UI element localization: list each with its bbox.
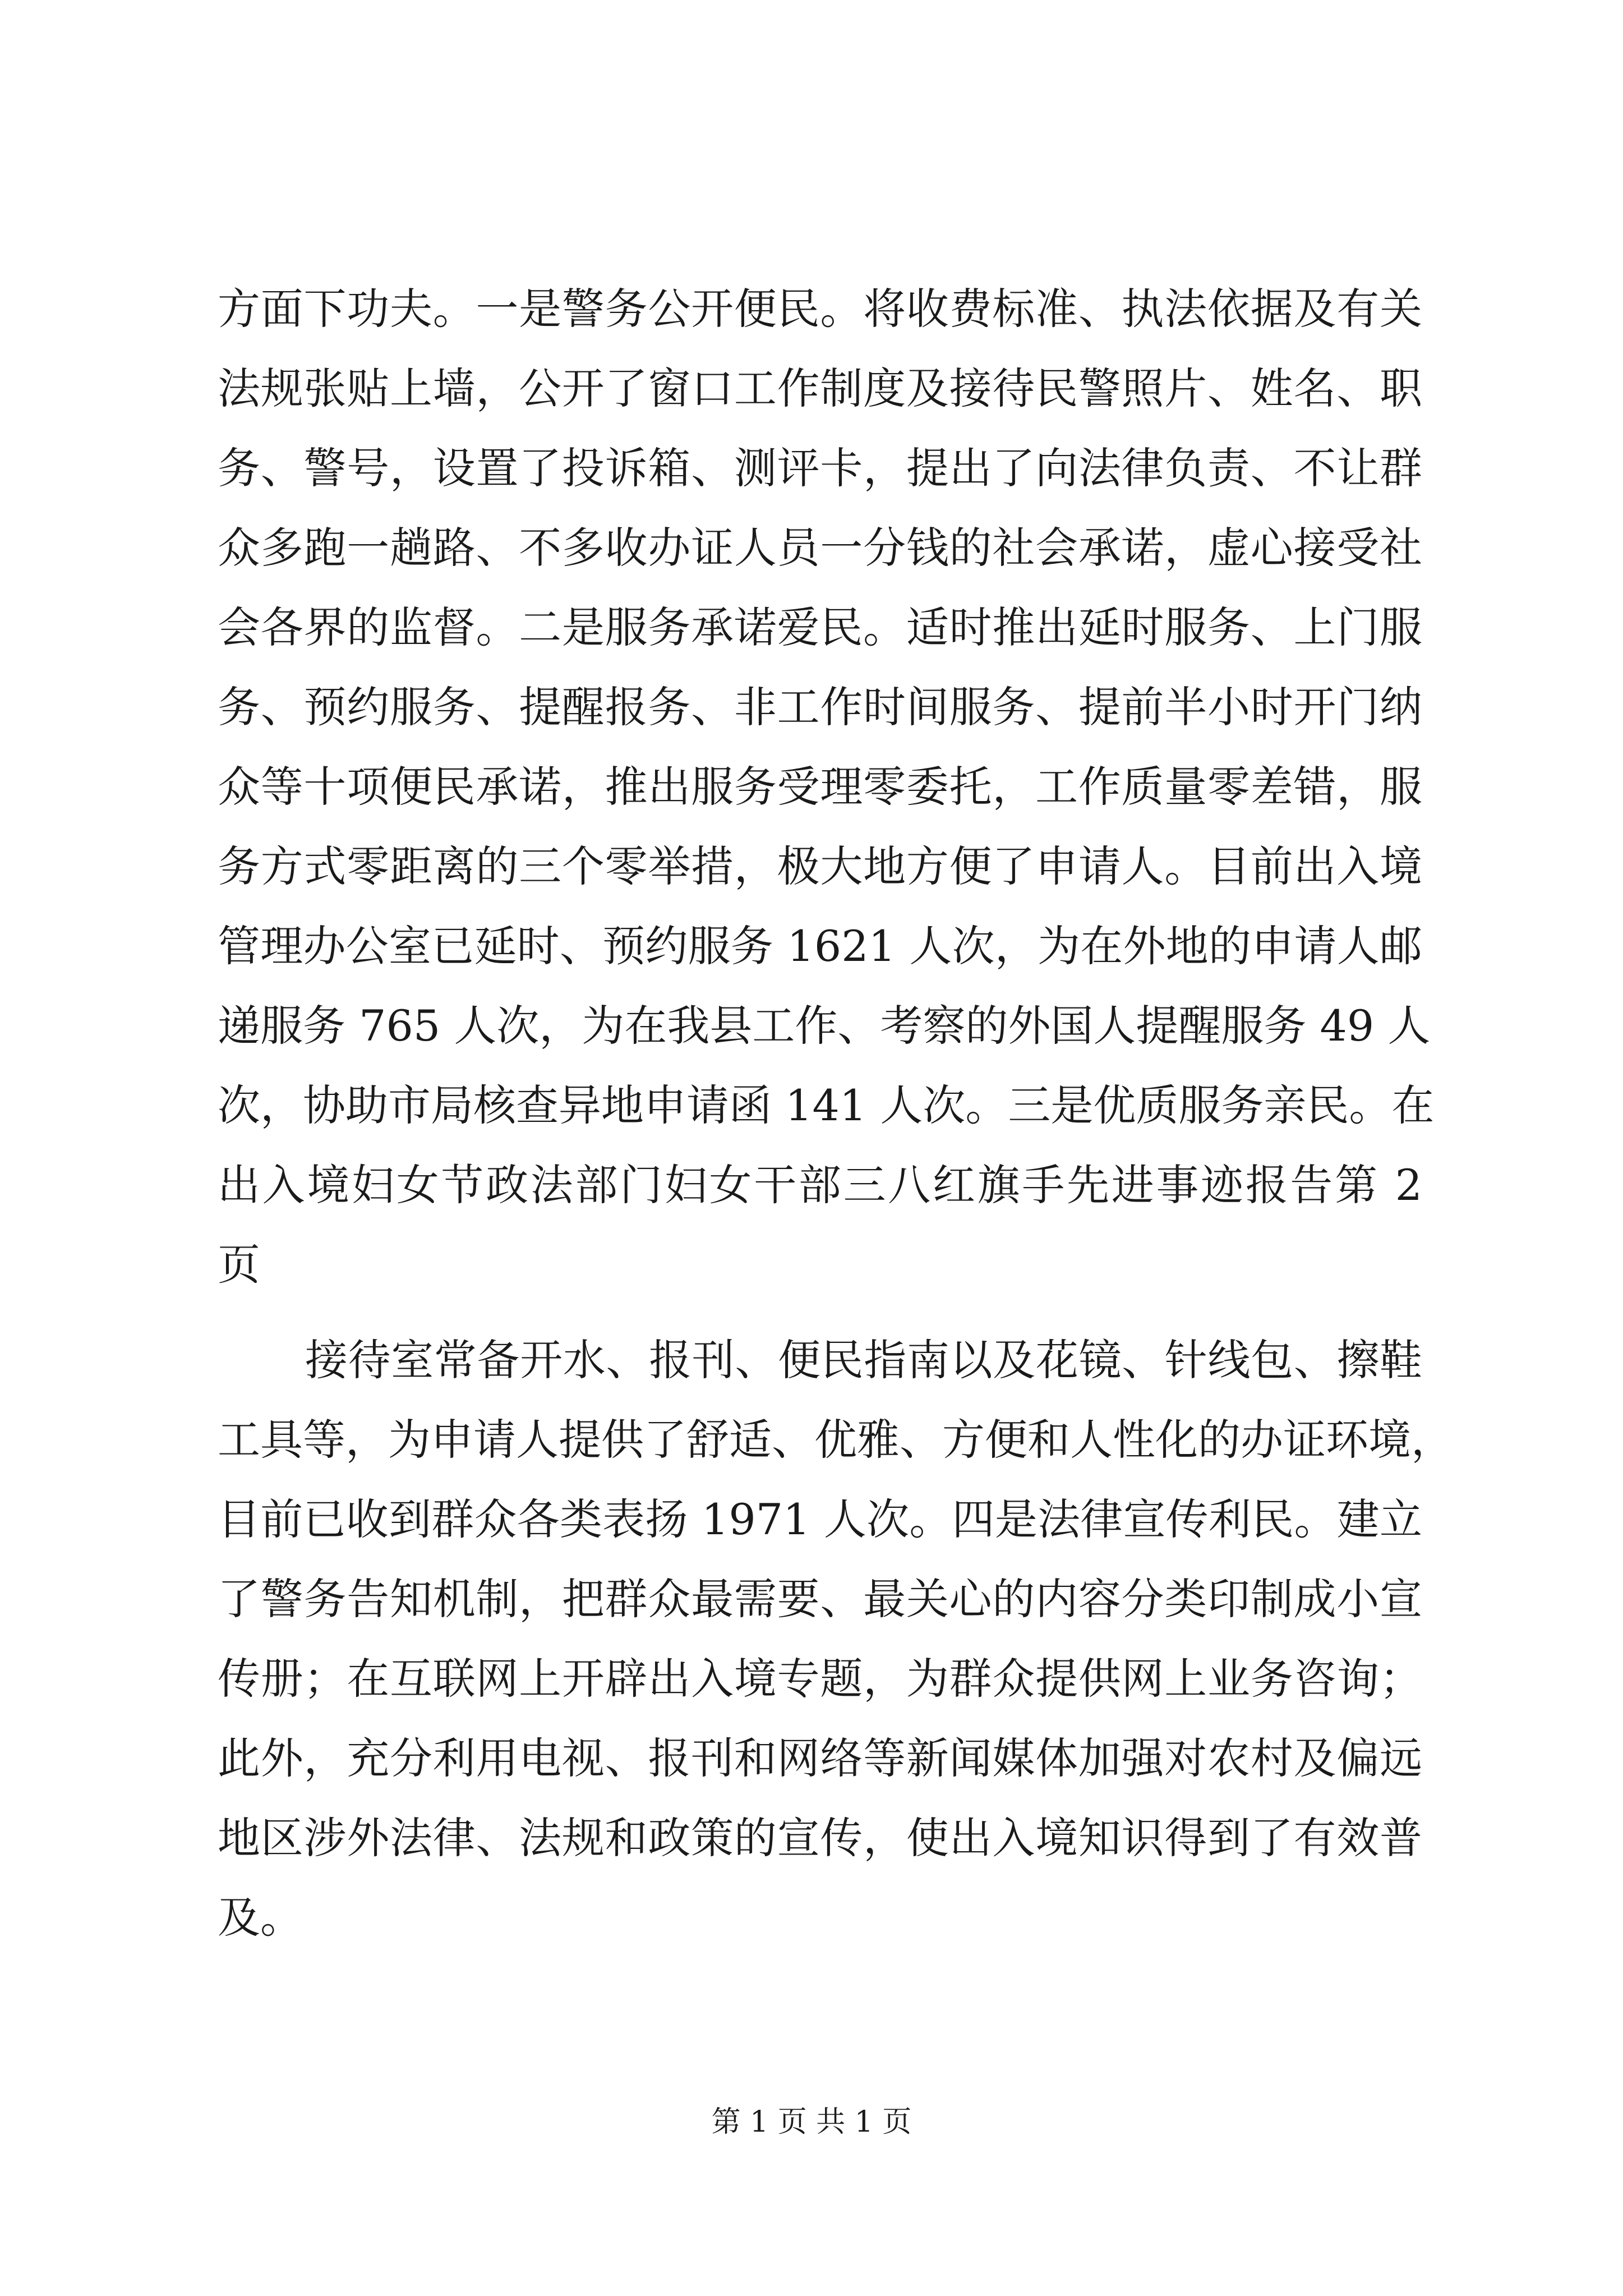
body-text bbox=[218, 269, 1454, 1958]
text-line: 次，协助市局核查异地申请函 141 人次。三是优质服务亲民。在 bbox=[218, 1080, 1435, 1130]
text-line: 出入境妇女节政法部门妇女干部三八红旗手先进事迹报告第 2 bbox=[218, 1160, 1422, 1210]
text-line: 务、警号，设置了投诉箱、测评卡，提出了向法律负责、不让群 bbox=[218, 443, 1422, 493]
text-line: 众多跑一趟路、不多收办证人员一分钱的社会承诺，虚心接受社 bbox=[218, 523, 1422, 573]
text-line: 递服务 765 人次，为在我县工作、考察的外国人提醒服务 49 人 bbox=[218, 1001, 1431, 1051]
page-footer: 第 1 页 共 1 页 bbox=[711, 2105, 912, 2139]
text-line: 会各界的监督。二是服务承诺爱民。适时推出延时服务、上门服 bbox=[218, 602, 1422, 652]
text-line: 工具等，为申请人提供了舒适、优雅、方便和人性化的办证环境， bbox=[218, 1415, 1454, 1465]
text-line: 页 bbox=[218, 1240, 260, 1290]
text-line: 地区涉外法律、法规和政策的宣传，使出入境知识得到了有效普 bbox=[218, 1813, 1422, 1863]
text-line: 及。 bbox=[218, 1893, 303, 1943]
paragraph-1 bbox=[218, 269, 1435, 1305]
text-line: 目前已收到群众各类表扬 1971 人次。四是法律宣传利民。建立 bbox=[218, 1494, 1422, 1544]
paragraph-gap bbox=[218, 1305, 1422, 1320]
text-line: 管理办公室已延时、预约服务 1621 人次，为在外地的申请人邮 bbox=[218, 921, 1422, 971]
text-line: 法规张贴上墙，公开了窗口工作制度及接待民警照片、姓名、职 bbox=[218, 364, 1422, 413]
text-line: 了警务告知机制，把群众最需要、最关心的内容分类印制成小宣 bbox=[218, 1574, 1422, 1624]
text-line: 众等十项便民承诺，推出服务受理零委托，工作质量零差错，服 bbox=[218, 762, 1422, 812]
text-line: 接待室常备开水、报刊、便民指南以及花镜、针线包、擦鞋 bbox=[305, 1335, 1422, 1385]
text-line: 务方式零距离的三个零举措，极大地方便了申请人。目前出入境 bbox=[218, 841, 1422, 891]
text-line: 传册；在互联网上开辟出入境专题，为群众提供网上业务咨询； bbox=[218, 1654, 1422, 1704]
text-line: 方面下功夫。一是警务公开便民。将收费标准、执法依据及有关 bbox=[218, 284, 1422, 334]
text-line: 此外，充分利用电视、报刊和网络等新闻媒体加强对农村及偏远 bbox=[218, 1733, 1422, 1783]
paragraph-2 bbox=[218, 1320, 1454, 1958]
text-line: 务、预约服务、提醒报务、非工作时间服务、提前半小时开门纳 bbox=[218, 682, 1422, 732]
